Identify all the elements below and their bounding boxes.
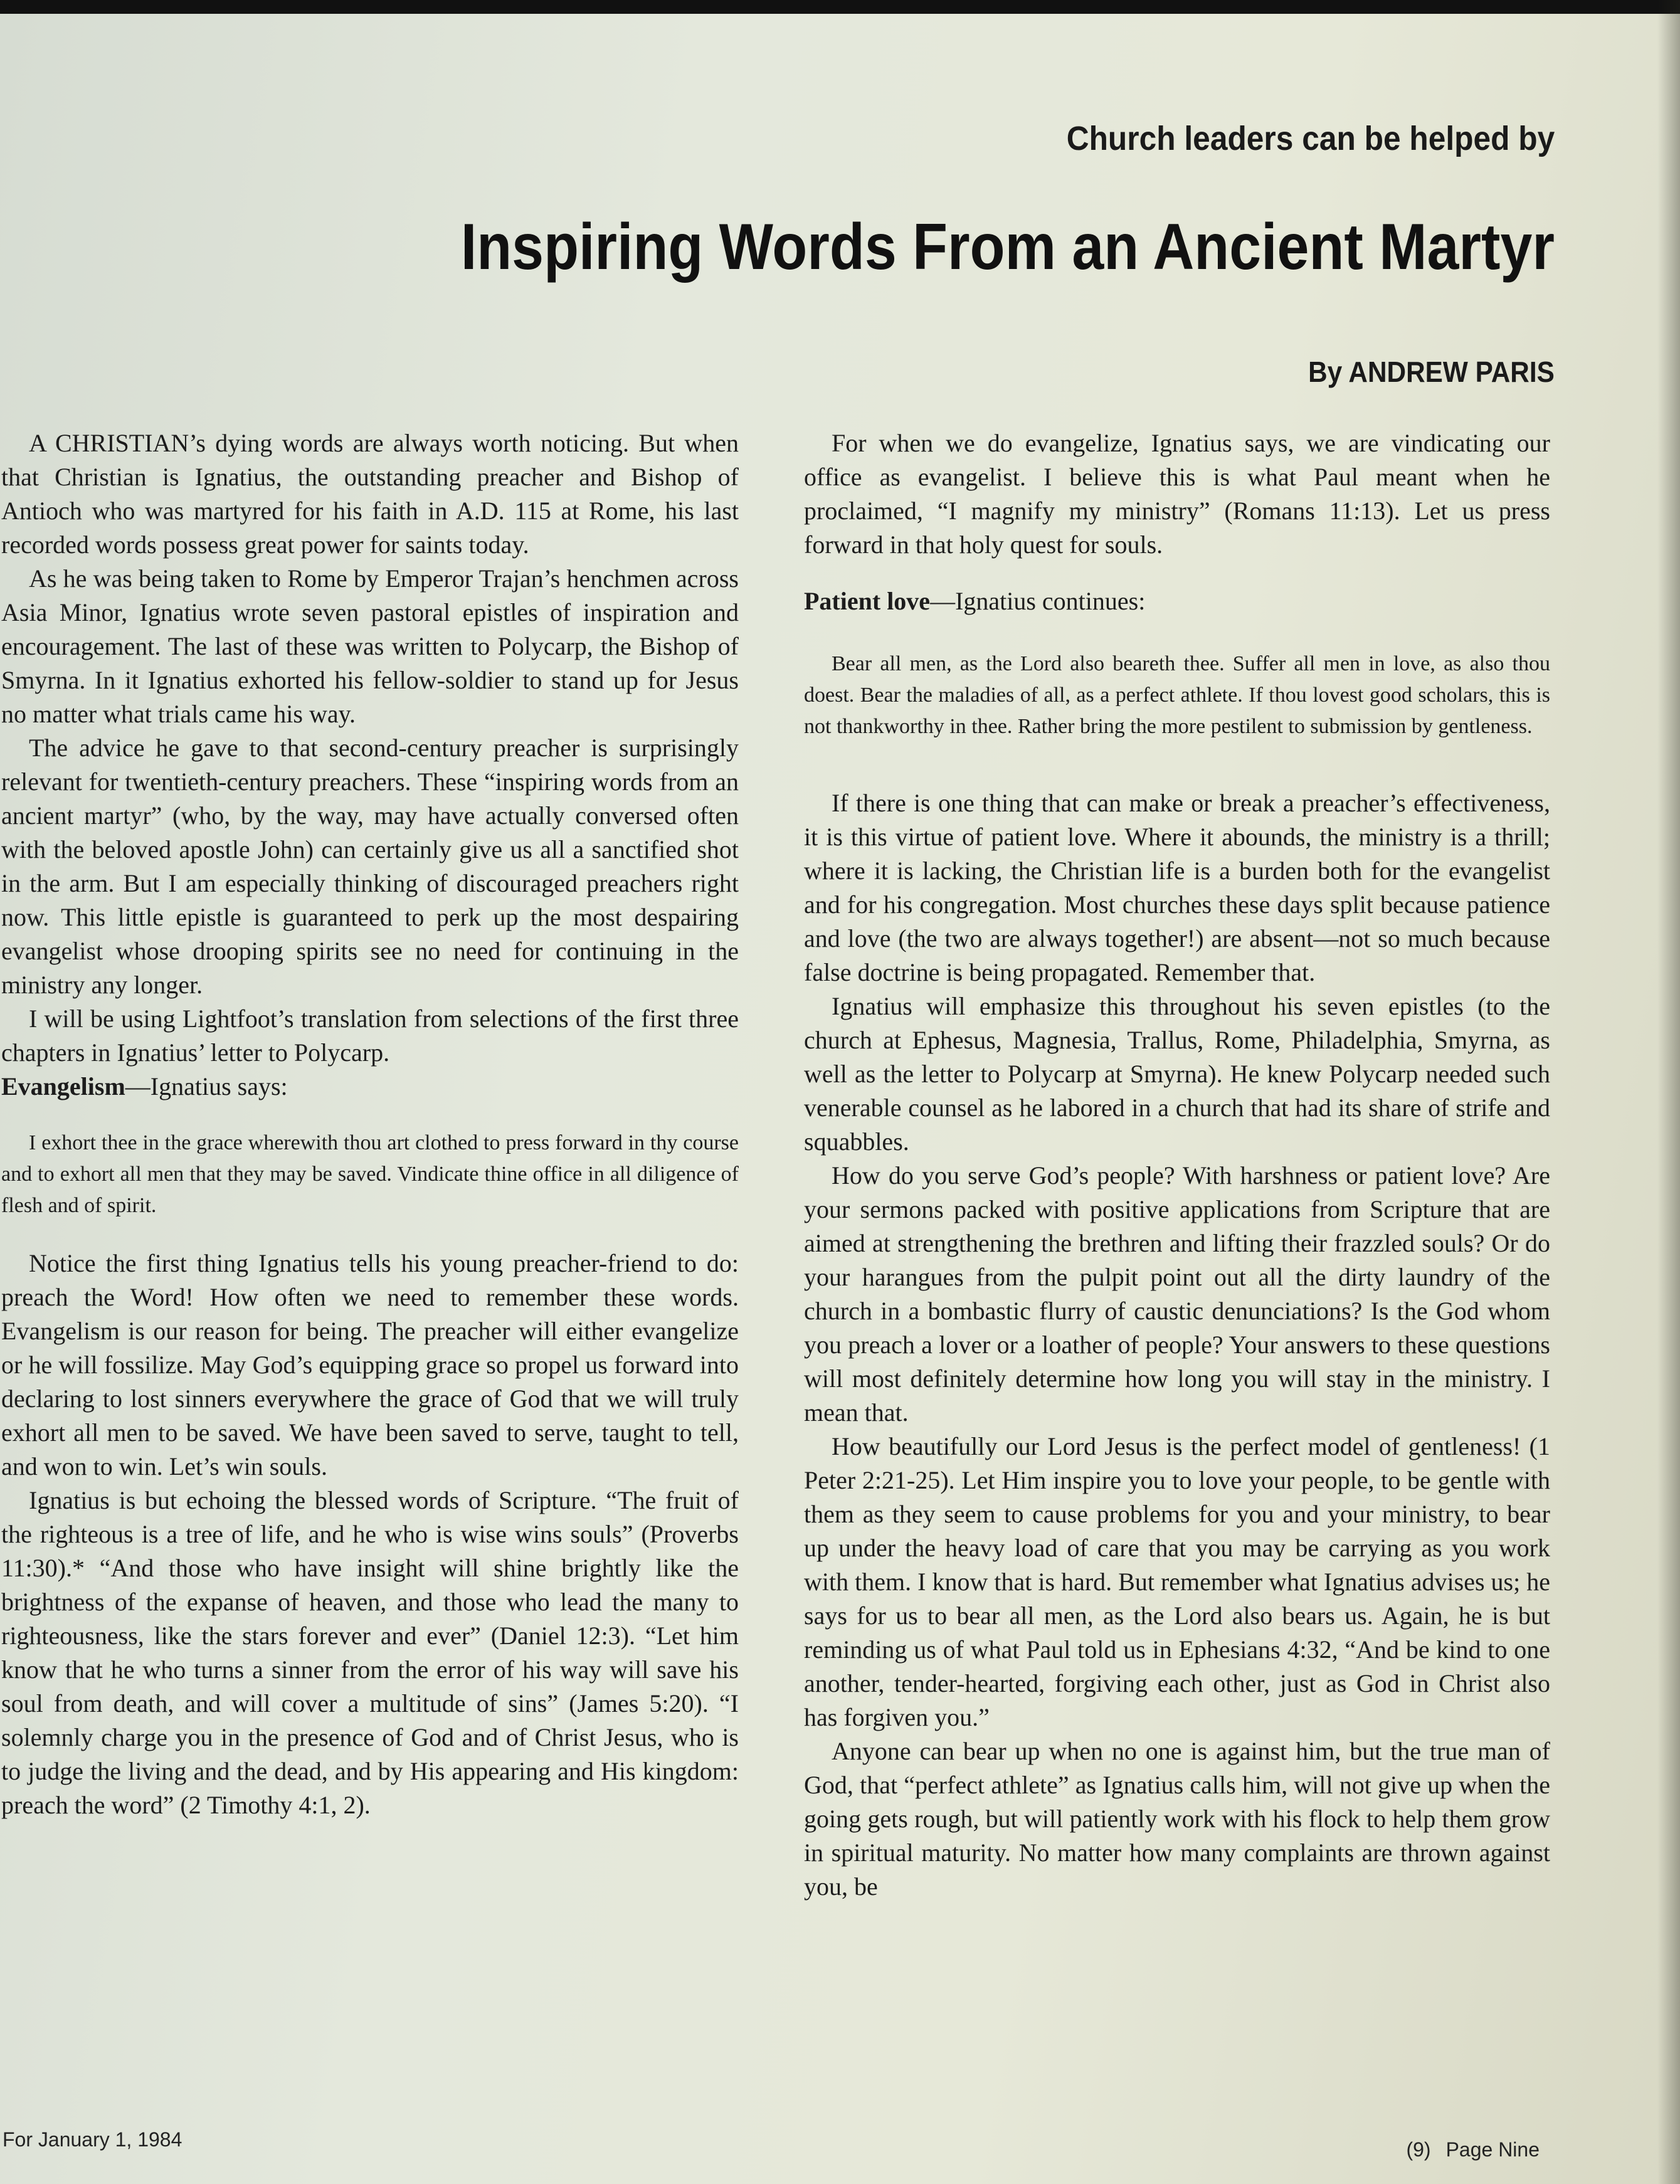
paragraph: A CHRISTIAN’s dying words are always worth noticing. But when that Christian is Ignatius, the outstanding preacher and Bishop of Antioch who was martyred for his faith in A.D. 115 at Rome, his last recorded words possess great power for saints today. [1,429,739,559]
paragraph: The advice he gave to that second-century preacher is surprisingly relevant for twentieth-century preachers. These “inspiring words from an ancient martyr” (who, by the way, may have actually conversed often with the beloved apostle John) can certainly give us all a sanctified shot in the arm. But I am especially thinking of discouraged preachers right now. This little epistle is guaranteed to perk up the most despairing evangelist whose drooping spirits see no need for continuing in the ministry any longer. [1,734,739,999]
paragraph: I will be using Lightfoot’s translation from selections of the first three chapters in Ignatius’ letter to Polycarp. [1,1005,739,1067]
paragraph: For when we do evangelize, Ignatius says, we are vindicating our office as evangelist. I believe this is what Paul meant when he proclaimed, “I magnify my ministry” (Romans 11:13). Let us press forward in that holy quest for souls. [804,429,1550,559]
section-heading-rest: —Ignatius says: [125,1072,288,1100]
paragraph: If there is one thing that can make or break a preacher’s effectiveness, it is this virtue of patient love. Where it abounds, the ministry is a thrill; where it is lacking, the Christian life is a burden both for the evangelist and for his congregation. Most churches these days split because patience and love (the two are always together!) are absent—not so much because false doctrine is being propagated. Remember that. [804,789,1550,986]
paragraph: How do you serve God’s people? With harshness or patient love? Are your sermons packed with positive applications from Scripture that are aimed at strengthening the brethren and lifting their frazzled souls? Or do your harangues from the pulpit point out all the dirty laundry of the church in a bombastic flurry of caustic denunciations? Is the God whom you preach a lover or a loather of people? Your answers to these questions will most definitely determine how long you will stay in the ministry. I mean that. [804,1161,1550,1427]
paragraph: Ignatius is but echoing the blessed words of Scripture. “The fruit of the righteous is a tree of life, and he who is wise wins souls” (Proverbs 11:30).* “And those who have insight will shine brightly like the brightness of the expanse of heaven, and those who lead the many to righteousness, like the stars forever and ever” (Daniel 12:3). “Let him know that he who turns a sinner from the error of his way will save his soul from death, and will cover a multitude of sins” (James 5:20). “I solemnly charge you in the presence of God and of Christ Jesus, who is to judge the living and the dead, and by His appearing and His kingdom: preach the word” (2 Timothy 4:1, 2). [1,1486,739,1819]
section-heading-patient-love [804,584,1550,618]
scan-top-edge [0,0,1680,14]
section-heading-evangelism [1,1070,739,1104]
right-column [804,426,1550,1904]
page-label: Page Nine [1445,2138,1540,2161]
article-title: Inspiring Words From an Ancient Martyr [460,211,1555,283]
paragraph: Notice the first thing Ignatius tells his young preacher-friend to do: preach the Word! How often we need to remember these words. Evangelism is our reason for being. The preacher will either evangelize or he will fossilize. May God’s equipping grace so propel us forward into declaring to lost sinners everywhere the grace of God that we will truly exhort all men to be saved. We have been saved to serve, taught to tell, and won to win. Let’s win souls. [1,1249,739,1480]
block-quote: I exhort thee in the grace wherewith thou art clothed to press forward in thy course and to exhort all men that they may be saved. Vindicate thine office in all diligence of flesh and of spirit. [1,1131,739,1217]
block-quote: Bear all men, as the Lord also beareth thee. Suffer all men in love, as also thou doest. Bear the maladies of all, as a perfect athlete. If thou lovest good scholars, this is not thankworthy in thee. Rather bring the more pestilent to submission by gentleness. [804,652,1550,738]
footer-date: For January 1, 1984 [3,2128,182,2151]
paragraph: As he was being taken to Rome by Emperor Trajan’s henchmen across Asia Minor, Ignatius wrote seven pastoral epistles of inspiration and encouragement. The last of these was written to Polycarp, the Bishop of Smyrna. In it Ignatius exhorted his fellow-soldier to stand up for Jesus no matter what trials came his way. [1,564,739,728]
section-heading-bold: Evangelism [1,1072,125,1100]
footer-page-number [1391,2138,1540,2161]
paragraph: Ignatius will emphasize this throughout his seven epistles (to the church at Ephesus, Magnesia, Trallus, Rome, Philadelphia, Smyrna, as well as the letter to Polycarp at Smyrna). He knew Polycarp needed such venerable counsel as he labored in a church that had its share of strife and squabbles. [804,992,1550,1156]
section-heading-rest: —Ignatius continues: [930,587,1146,615]
page-number: (9) [1406,2138,1431,2161]
section-heading-bold: Patient love [804,587,931,615]
paragraph: How beautifully our Lord Jesus is the perfect model of gentleness! (1 Peter 2:21-25). Let Him inspire you to love your people, to be gentle with them as they seem to cause problems for you and your ministry, to bear up under the heavy load of care that you may be carrying as you work with them. I know that is hard. But remember what Ignatius advises us; he says for us to bear all men, as the Lord also bears us. Again, he is but reminding us of what Paul told us in Ephesians 4:32, “And be kind to one another, tender-hearted, forgiving each other, just as God in Christ also has forgiven you.” [804,1432,1550,1731]
article-byline: By ANDREW PARIS [1308,356,1555,388]
scan-right-shadow [1657,0,1680,2184]
article-kicker: Church leaders can be helped by [1066,120,1555,157]
paragraph: Anyone can bear up when no one is against him, but the true man of God, that “perfect athlete” as Ignatius calls him, will not give up when the going gets rough, but will patiently work with his flock to help them grow in spiritual maturity. No matter how many complaints are thrown against you, be [804,1737,1550,1901]
left-column [1,426,739,1822]
